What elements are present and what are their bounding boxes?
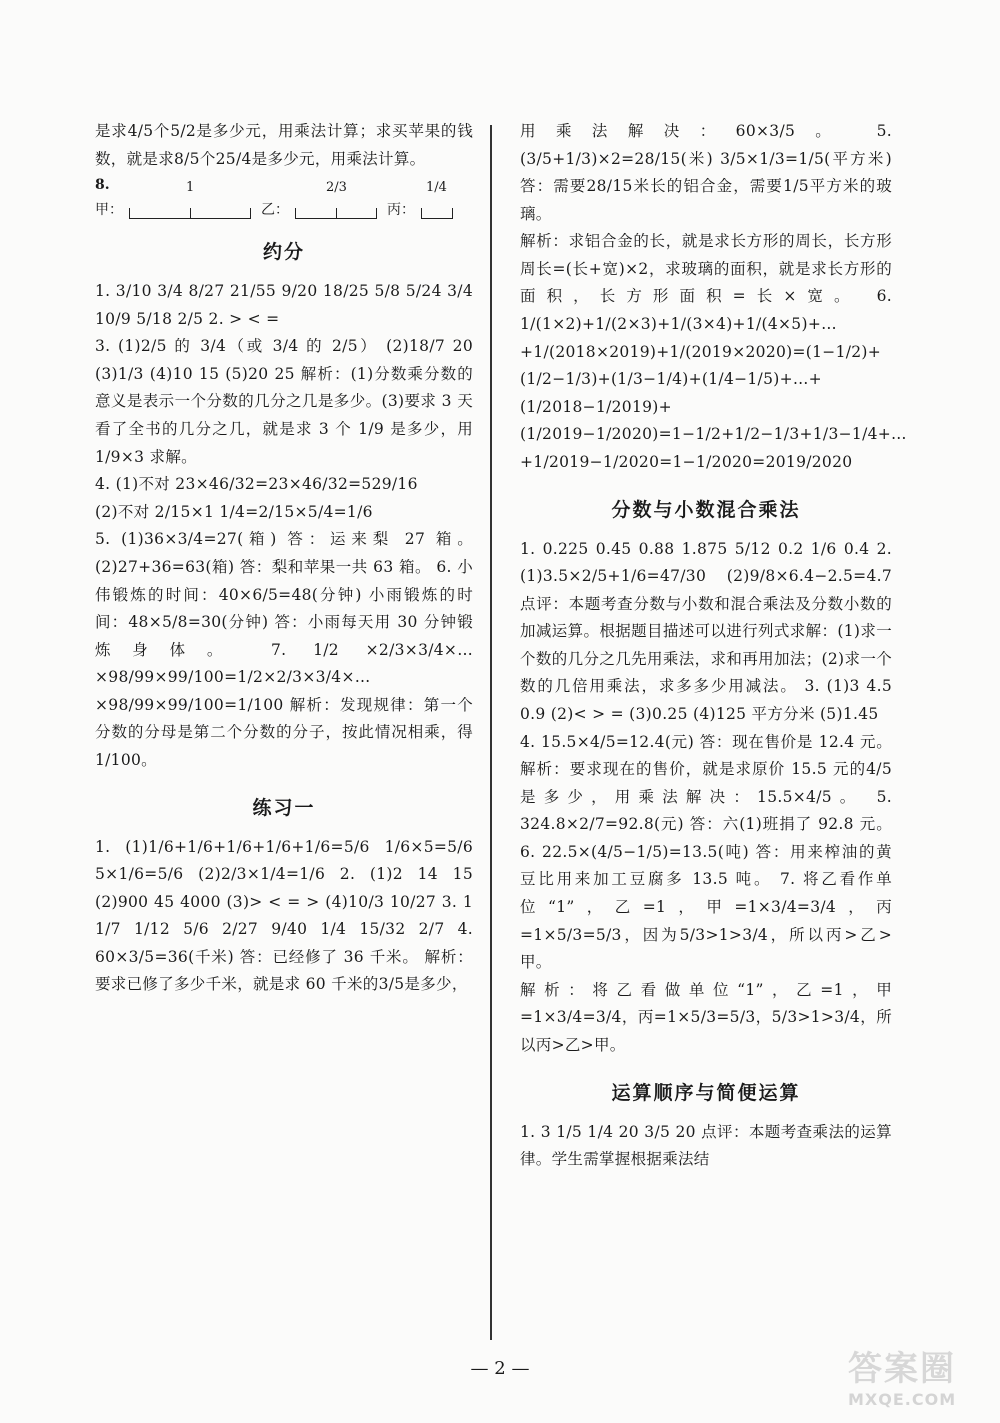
section-title-mixed-multiplication: 分数与小数混合乘法: [611, 498, 801, 521]
segment-bars: [95, 180, 473, 219]
mixed-answers-1-3: 1. 0.225 0.45 0.88 1.875 5/12 0.2 1/6 0.4 2. (1)3.5×2/5+1/6=47/30 (2)9/8×6.4−2.5=4.7 点评：本题考查分数与小数和混合乘法及分数小数的加减运算。根据题目描述可以进行列式求解：(1)求一个数的几分之几先用乘法，求和再用加法；(2)求一个数的几倍用乘法，求多多少用减法。 3. (1)3 4.5 0.9 (2)< > = (3)0.25 (4)125 平方分米 (5)1.45: [520, 539, 892, 723]
bar-bing-top-label: 1/4: [426, 180, 447, 196]
bar-bing: [421, 180, 453, 219]
page-number: — 2 —: [470, 1358, 530, 1379]
yuefen-answer-5-7: 5. (1)36×3/4=27(箱) 答：运来梨 27 箱。(2)27+36=63(箱) 答：梨和苹果一共 63 箱。 6. 小伟锻炼的时间：40×6/5=48(分钟) 小雨锻炼的时间：48×5/8=30(分钟) 答：小雨每天用 30 分钟锻炼身体。 7. 1/2 ×2/3×3/4×…×98/99×99/100=1/2×2/3×3/4×…×98/99×99/100=1/100 解析：发现规律：第一个分数的分母是第二个分数的分子，按此情况相乘，得1/100。: [95, 530, 473, 769]
continued-answer-5: 用乘法解决：60×3/5。 5. (3/5+1/3)×2=28/15(米) 3/5×1/3=1/5(平方米) 答：需要28/15米长的铝合金，需要1/5平方米的玻璃。: [520, 122, 892, 223]
mixed-analysis: 解析：将乙看做单位“1”，乙=1，甲=1×3/4=3/4，丙=1×5/3=5/3，5/3>1>3/4，所以丙>乙>甲。: [520, 980, 892, 1054]
bar-yi: [295, 180, 377, 219]
section-title-lianxi: 练习一: [252, 796, 316, 819]
continued-answer-6: 解析：求铝合金的长，就是求长方形的周长，长方形周长=(长+宽)×2，求玻璃的面积，就是求长方形的面积，长方形面积=长×宽。 6. 1/(1×2)+1/(2×3)+1/(3×4)+1/(4×5)+…+1/(2018×2019)+1/(2019×2020)=(1−1/2)+(1/2−1/3)+(1/3−1/4)+(1/4−1/5)+…+(1/2018−1/2019)+(1/2019−1/2020)=1−1/2+1/2−1/3+1/3−1/4+…+1/2019−1/2020=1−1/2020=2019/2020: [520, 232, 907, 471]
watermark-logo: [848, 1341, 978, 1409]
watermark-url: MXQE.COM: [848, 1390, 957, 1409]
question-8-label: 8.: [95, 177, 110, 194]
yuefen-answer-4a: 4. (1)不对 23×46/32=23×46/32=529/16: [95, 475, 418, 494]
bar-bing-label: 丙：: [387, 202, 415, 219]
yuefen-answer-3: 3. (1)2/5 的 3/4（或 3/4 的 2/5） (2)18/7 20 (3)1/3 (4)10 15 (5)20 25 解析：(1)分数乘分数的意义是表示一个分数的几分之几是多少。(3)要求 3 天看了全书的几分之几，就是求 3 个 1/9 是多少，用 1/9×3 求解。: [95, 337, 473, 466]
bar-yi-top-label: 2/3: [326, 180, 347, 196]
question-8-diagram: [95, 177, 473, 196]
section-title-yuefen: 约分: [262, 241, 305, 264]
bar-jia-label: 甲：: [95, 202, 123, 219]
section-title-operation-order: 运算顺序与简便运算: [611, 1081, 801, 1104]
left-column: [95, 118, 473, 999]
yuefen-answer-4b: (2)不对 2/15×1 1/4=2/15×5/4=1/6: [95, 502, 373, 521]
lianxi-answers: 1. (1)1/6+1/6+1/6+1/6+1/6=5/6 1/6×5=5/6 5×1/6=5/6 (2)2/3×1/4=1/6 2. (1)2 14 15 (2)900 45 4000 (3)> < = > (4)10/3 10/27 3. 1 1/7 1/12 5/6 2/27 9/40 1/4 15/32 2/7 4. 60×3/5=36(千米) 答：已经修了 36 千米。 解析：要求已修了多少千米，就是求 60 千米的3/5是多少，: [95, 837, 473, 994]
bar-jia-top-label: 1: [186, 180, 195, 196]
yuefen-answer-1: 1. 3/10 3/4 8/27 21/55 9/20 18/25 5/8 5/24 3/4 10/9 5/18 2/5 2. > < =: [95, 282, 473, 328]
watermark-text: 答案圈: [848, 1349, 956, 1389]
right-column: [520, 118, 907, 1174]
bar-jia: [129, 180, 251, 219]
intro-paragraph: 是求4/5个5/2是多少元，用乘法计算；求买苹果的钱数，就是求8/5个25/4是多少元，用乘法计算。: [95, 122, 473, 168]
column-divider: [490, 125, 492, 1340]
mixed-answers-4-7: 4. 15.5×4/5=12.4(元) 答：现在售价是 12.4 元。 解析：要求现在的售价，就是求原价 15.5 元的4/5是多少，用乘法解决：15.5×4/5。 5. 324.8×2/7=92.8(元) 答：六(1)班捐了 92.8 元。 6. 22.5×(4/5−1/5)=13.5(吨) 答：用来榨油的黄豆比用来加工豆腐多 13.5 吨。 7. 将乙看作单位“1”，乙=1，甲=1×3/4=3/4，丙=1×5/3=5/3，因为5/3>1>3/4，所以丙>乙>甲。: [520, 732, 892, 972]
bar-yi-label: 乙：: [261, 202, 289, 219]
operation-order-answer-1: 1. 3 1/5 1/4 20 3/5 20 点评：本题考查乘法的运算律。学生需掌握根据乘法结: [520, 1122, 892, 1169]
